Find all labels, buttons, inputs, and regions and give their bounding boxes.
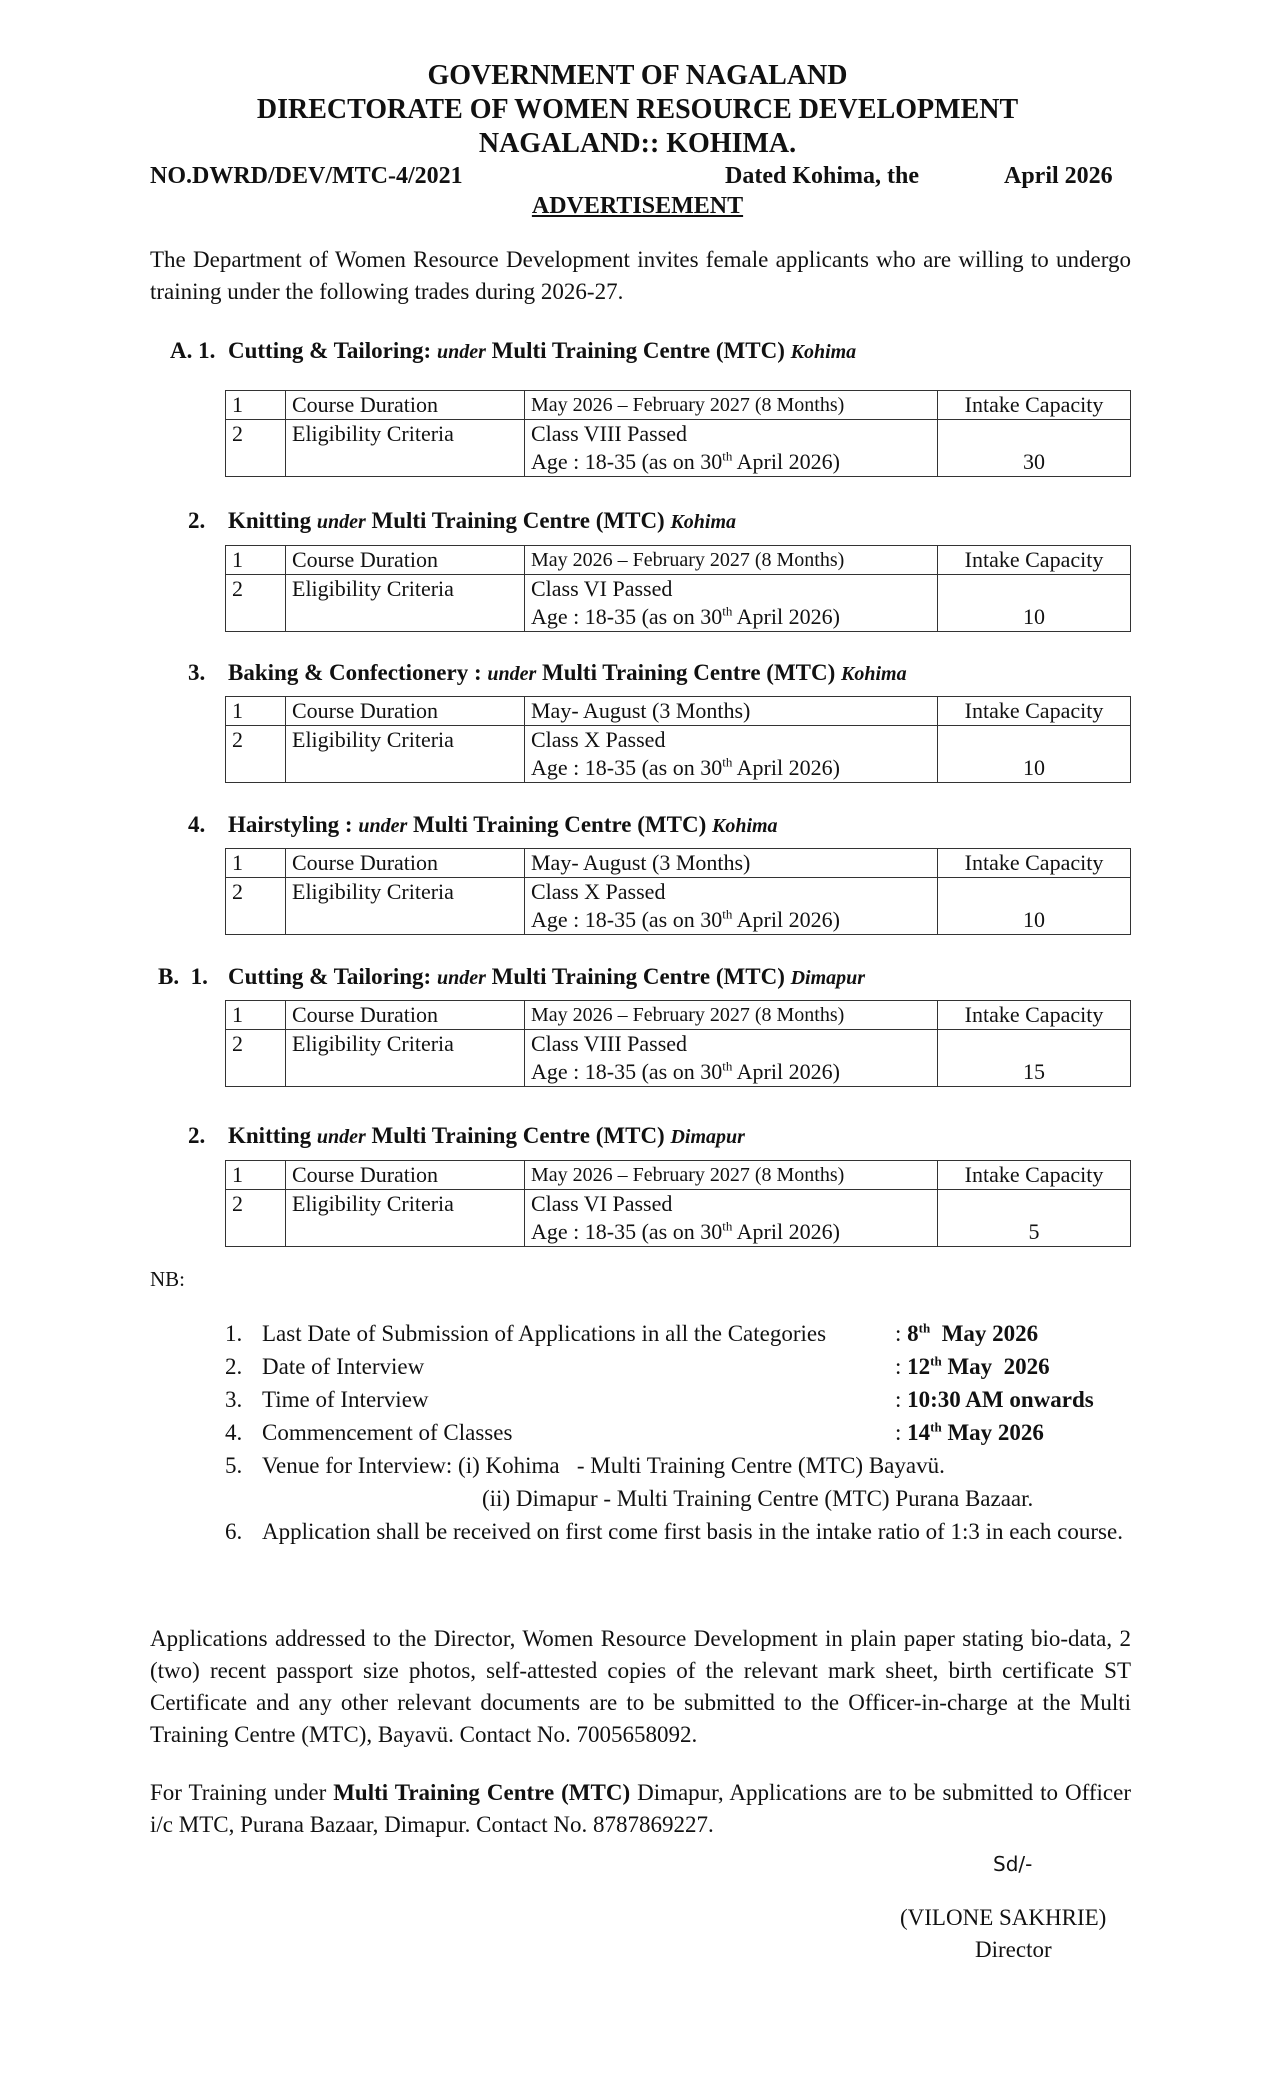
intake-capacity: 10 [938,878,1131,935]
centre-location: Kohima [841,663,907,685]
qualification: Class VIII Passed [531,1031,688,1056]
dated-label: Dated Kohima, the [725,163,919,189]
centre-name: Multi Training Centre (MTC) [371,1123,665,1148]
table-row: 2 Eligibility Criteria Class VIII Passed Age : 18-35 (as on 30th April 2026) 30 [226,420,1131,477]
table-row: 2 Eligibility Criteria Class X Passed Age : 18-35 (as on 30th April 2026) 10 [226,878,1131,935]
course-table [225,696,1131,783]
table-row: 2 Eligibility Criteria Class VI Passed Age : 18-35 (as on 30th April 2026) 5 [226,1190,1131,1247]
section-heading: B. 1. Cutting & Tailoring: under Multi Training Centre (MTC) Dimapur [158,964,866,989]
trade-name: Baking & Confectionery : [228,660,482,685]
table-row: 1 Course Duration May 2026 – February 2027 (8 Months) Intake Capacity [226,391,1131,420]
note-item: 4. Commencement of Classes : 14th May 2026 [225,1419,1044,1445]
note-item: 5. Venue for Interview: (i) Kohima - Multi Training Centre (MTC) Bayavü. (ii) Dimapur - Multi Training Centre (MTC) Purana Bazaar. [225,1453,1034,1511]
applications-paragraph: Applications addressed to the Director, Women Resource Development in plain paper stating bio-data, 2 (two) recent passport size photos, self-attested copies of the relevant mark sheet, birth certificate ST Certificate and any other relevant documents are to be submitted to the Officer-in-charge at the Multi Training Centre (MTC), Bayavü. Contact No. 7005658092. [150,1626,1131,1747]
course-table [225,1000,1131,1087]
course-duration: May 2026 – February 2027 (8 Months) [525,1161,938,1190]
centre-location: Kohima [790,341,857,363]
table-row: 1 Course Duration May- August (3 Months) Intake Capacity [226,697,1131,726]
trade-name: Cutting & Tailoring: [228,338,432,363]
section-heading: 2. Knitting under Multi Training Centre (MTC) Dimapur [188,1123,745,1148]
table-row: 1 Course Duration May 2026 – February 2027 (8 Months) Intake Capacity [226,1001,1131,1030]
course-duration: May 2026 – February 2027 (8 Months) [525,391,938,420]
intro-paragraph: The Department of Women Resource Development invites female applicants who are willing to undergo training under the following trades during 2026-27. [150,247,1131,304]
centre-location: Kohima [711,815,778,837]
table-row: 2 Eligibility Criteria Class X Passed Age : 18-35 (as on 30th April 2026) 10 [226,726,1131,783]
table-row: 1 Course Duration May- August (3 Months) Intake Capacity [226,849,1131,878]
course-table [225,1160,1131,1247]
qualification: Class X Passed [531,727,666,752]
signatory-designation: Director [975,1937,1052,1962]
govt-heading: GOVERNMENT OF NAGALAND [427,60,848,91]
intake-capacity: 10 [938,726,1131,783]
course-table [225,390,1131,477]
directorate-heading: DIRECTORATE OF WOMEN RESOURCE DEVELOPMENT [256,94,1019,125]
centre-name: Multi Training Centre (MTC) [491,964,785,989]
section-heading: 4. Hairstyling : under Multi Training Centre (MTC) Kohima [188,812,778,837]
note-item: 1. Last Date of Submission of Applications in all the Categories : 8th May 2026 [225,1320,1039,1346]
course-duration: May 2026 – February 2027 (8 Months) [525,546,938,575]
qualification: Class X Passed [531,879,666,904]
note-item: 2. Date of Interview : 12th May 2026 [225,1353,1050,1379]
qualification: Class VI Passed [531,1191,673,1216]
course-table [225,545,1131,632]
centre-name: Multi Training Centre (MTC) [542,660,836,685]
trade-name: Cutting & Tailoring: [228,964,432,989]
section-heading: A. 1. Cutting & Tailoring: under Multi Training Centre (MTC) Kohima [170,338,857,363]
course-table [225,848,1131,935]
nb-label: NB: [150,1267,186,1291]
intake-capacity: 15 [938,1030,1131,1087]
reference-number: NO.DWRD/DEV/MTC-4/2021 [150,163,463,189]
course-duration: May- August (3 Months) [525,849,938,878]
advertisement-title: ADVERTISEMENT [531,193,744,219]
centre-location: Dimapur [790,967,866,989]
trade-name: Knitting [228,508,312,533]
course-duration: May- August (3 Months) [525,697,938,726]
qualification: Class VIII Passed [531,421,688,446]
signature-sd: Sd/- [993,1852,1033,1876]
table-row: 2 Eligibility Criteria Class VIII Passed Age : 18-35 (as on 30th April 2026) 15 [226,1030,1131,1087]
centre-name: Multi Training Centre (MTC) [371,508,665,533]
intake-capacity: 30 [938,420,1131,477]
course-duration: May 2026 – February 2027 (8 Months) [525,1001,938,1030]
dimapur-paragraph: For Training under Multi Training Centre (MTC) Dimapur, Applications are to be submitted to Officer i/c MTC, Purana Bazaar, Dimapur. Contact No. 8787869227. [150,1780,1131,1837]
note-item: 3. Time of Interview : 10:30 AM onwards [225,1387,1094,1412]
trade-name: Hairstyling : [228,812,353,837]
qualification: Class VI Passed [531,576,673,601]
intake-capacity: 5 [938,1190,1131,1247]
table-row: 2 Eligibility Criteria Class VI Passed Age : 18-35 (as on 30th April 2026) 10 [226,575,1131,632]
trade-name: Knitting [228,1123,312,1148]
note-item: 6. Application shall be received on first come first basis in the intake ratio of 1:3 in each course. [225,1519,1123,1544]
centre-name: Multi Training Centre (MTC) [491,338,785,363]
centre-name: Multi Training Centre (MTC) [413,812,707,837]
centre-location: Dimapur [670,1126,745,1148]
issue-date: April 2026 [1004,163,1113,189]
section-heading: 2. Knitting under Multi Training Centre (MTC) Kohima [188,508,737,533]
intake-capacity: 10 [938,575,1131,632]
table-row: 1 Course Duration May 2026 – February 2027 (8 Months) Intake Capacity [226,1161,1131,1190]
signatory-name: (VILONE SAKHRIE) [900,1905,1107,1930]
location-heading: NAGALAND:: KOHIMA. [478,128,797,159]
centre-location: Kohima [670,511,737,533]
table-row: 1 Course Duration May 2026 – February 2027 (8 Months) Intake Capacity [226,546,1131,575]
notes-list [225,1317,1131,1548]
section-heading: 3. Baking & Confectionery : under Multi Training Centre (MTC) Kohima [188,660,907,685]
